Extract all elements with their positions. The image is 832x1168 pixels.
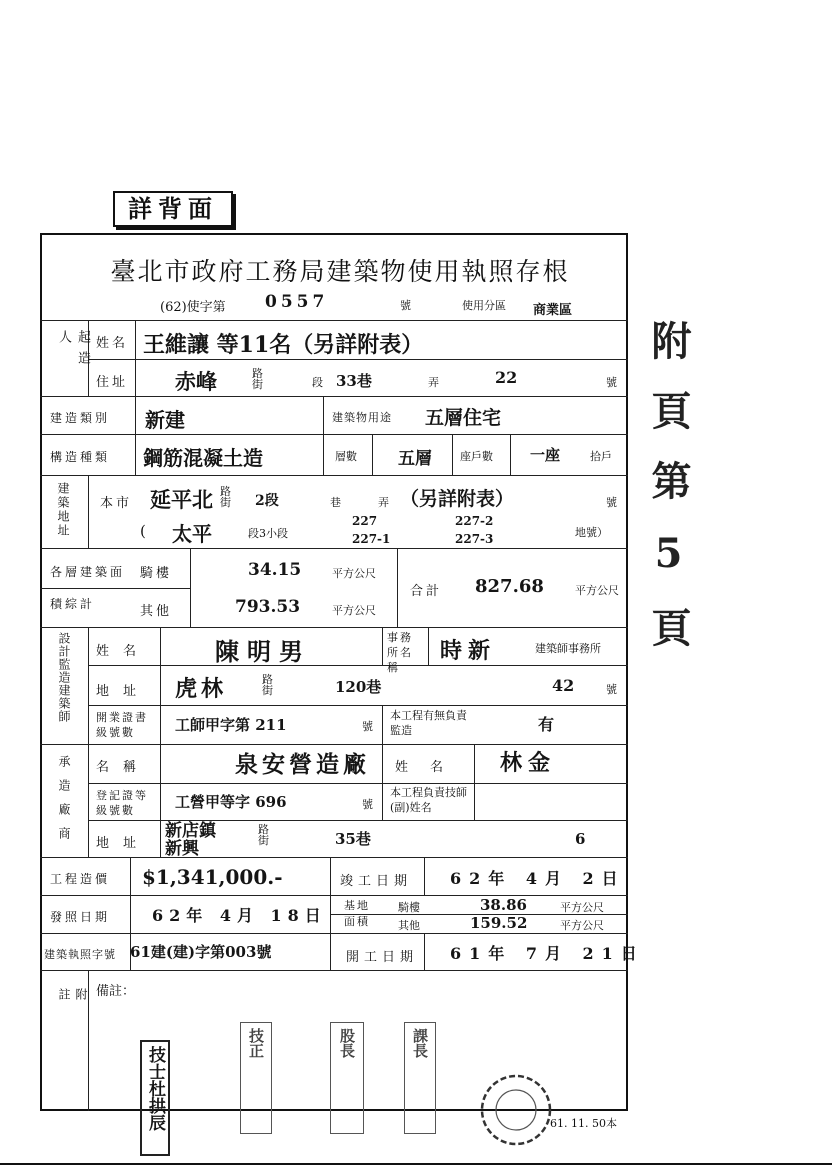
base-other-value: 159.52 [470,914,528,932]
area-total-label: 合計 [410,584,443,599]
location-lot2: 227-1 [352,532,391,546]
contractor-addr-road: 路街 [258,823,269,847]
designer-office-value: 時新 [440,638,497,664]
contractor-tech-label: 本工程負責技師(副)姓名 [390,786,467,814]
designer-license-suffix: 號 [362,720,373,733]
contractor-addr-lane: 35巷 [335,830,371,848]
location-road-type: 路街 [220,485,231,509]
detail-tag: 詳背面 [113,191,233,227]
area-total-value: 827.68 [475,576,544,597]
completion-value: 62年 4月 2日 [450,869,626,888]
zone-value: 商業區 [533,303,573,318]
contractor-section-label: 承造廠商 [57,755,71,851]
contractor-person-value: 林金 [500,750,557,776]
designer-supervise-value: 有 [538,715,555,734]
license-no: 0557 [265,292,329,312]
form-title: 臺北市政府工務局建築物使用執照存根 [110,257,570,286]
designer-addr-label: 地址 [96,684,151,699]
category-value: 新建 [145,408,185,432]
contractor-addr-value: 新店鎮 新興 [165,821,216,859]
location-paren: ( [140,522,146,540]
stamp-chief-engineer-text: 技正 [247,1028,265,1058]
designer-name-label: 姓名 [96,644,151,659]
permit-value: 61建(建)字第003號 [130,943,272,961]
use-label: 建築物用途 [332,411,392,424]
contractor-addr-no: 6 [575,830,586,848]
designer-section-label: 設計監造建築師 [57,632,71,723]
designer-addr-value: 虎林 [175,676,228,702]
use-value: 五層住宅 [425,407,502,429]
location-lane: 巷 [330,496,341,509]
location-land-sec: 段3小段 [248,527,288,540]
category-label: 建造類別 [50,411,111,425]
base-arcade-value: 38.86 [480,896,527,914]
location-road: 延平北 [150,487,213,512]
location-lot3: 227-2 [455,514,494,528]
stamp-technician-text: 技士杜拱辰 [145,1046,165,1131]
location-sec: 2段 [255,493,279,509]
zone-label: 使用分區 [462,299,506,312]
location-detail: （另詳附表） [400,488,515,510]
base-label: 基地面積 [344,899,370,928]
location-city: 本市 [100,496,133,511]
cost-label: 工程造價 [50,872,111,886]
applicant-name-label: 姓名 [96,336,129,351]
units-value2: 拾戶 [590,450,612,463]
contractor-name-label: 名稱 [96,760,151,775]
area-other-value: 793.53 [235,597,301,617]
designer-supervise-label: 本工程有無負責監造 [390,709,467,737]
applicant-addr-lane: 33巷 [336,372,372,390]
contractor-person-label: 姓名 [395,760,466,775]
applicant-addr-sec: 段 [312,376,323,389]
scan-bottom-edge [0,1163,832,1165]
designer-office-label: 事務所名稱 [387,631,413,674]
designer-license-value: 工師甲字第 211 [175,716,287,734]
permit-label: 建築執照字號 [44,948,116,961]
units-value: 一座 [530,446,561,464]
units-label: 座戶數 [460,450,493,463]
location-lot4: 227-3 [455,532,494,546]
license-no-suffix: 號 [400,299,411,312]
issue-label: 發照日期 [50,910,111,924]
location-lot-suffix: 地號） [575,526,608,539]
base-unit-2: 平方公尺 [560,919,604,932]
base-other-label: 其他 [398,919,420,932]
location-alley: 弄 [378,496,389,509]
remarks-note-label: 備註： [96,984,136,999]
designer-office-suffix: 建築師事務所 [535,642,601,655]
location-no-suffix: 號 [606,496,617,509]
area-other-label: 其他 [140,604,173,619]
area-unit-1: 平方公尺 [332,567,376,580]
contractor-reg-suffix: 號 [362,798,373,811]
base-arcade-label: 騎樓 [398,901,420,914]
designer-license-label: 開業證書級號數 [96,711,148,739]
contractor-name-value: 泉安營造廠 [235,751,370,778]
area-arcade-value: 34.15 [248,560,302,580]
start-value: 61年 7月 21日 [450,944,645,963]
start-label: 開工日期 [346,950,419,965]
designer-addr-no: 42 [552,676,575,695]
applicant-name-value: 王維讓 等11名（另詳附表） [143,332,424,358]
print-mark: 61. 11. 50本 [550,1117,617,1130]
structure-label: 構造種類 [50,450,111,464]
base-unit-1: 平方公尺 [560,901,604,914]
location-section-label: 建築地址 [56,482,70,538]
applicant-section-label: 起造人 [56,330,90,372]
license-no-prefix: (62)使字第 [160,300,226,315]
floors-label: 層數 [335,450,357,463]
location-district: 太平 [172,522,212,546]
stamp-section-chief-text: 股長 [338,1028,356,1058]
stamp-division-chief-text: 課長 [411,1028,429,1058]
contractor-reg-label: 登記證等級號數 [96,789,148,817]
contractor-addr-label: 地址 [96,836,151,851]
area-arcade-label: 騎樓 [140,566,173,581]
structure-value: 鋼筋混凝土造 [143,446,263,470]
cost-value: $1,341,000.- [142,865,283,889]
contractor-reg-value: 工營甲等字 696 [175,793,287,811]
applicant-addr-value: 赤峰 [175,369,217,394]
designer-addr-suffix: 號 [606,683,617,696]
area-total-unit: 平方公尺 [575,584,619,597]
applicant-addr-road: 路街 [252,367,263,391]
designer-addr-lane: 120巷 [335,678,382,696]
applicant-addr-no: 22 [495,368,518,387]
completion-label: 竣工日期 [340,874,413,889]
applicant-addr-label: 住址 [96,375,129,390]
designer-addr-road: 路街 [262,673,273,697]
area-section-label: 各層建築面積綜計 [50,565,126,611]
area-unit-2: 平方公尺 [332,604,376,617]
round-seal-icon [476,1070,556,1150]
designer-name-value: 陳明男 [215,637,311,666]
location-lot1: 227 [352,514,378,528]
applicant-addr-suffix: 號 [606,376,617,389]
margin-note: 附頁第5頁 [645,320,692,677]
applicant-addr-alley: 弄 [428,376,439,389]
floors-value: 五層 [398,449,432,469]
remarks-section-label: 附註 [57,988,88,1070]
issue-value: 62年 4月 18日 [152,906,327,925]
